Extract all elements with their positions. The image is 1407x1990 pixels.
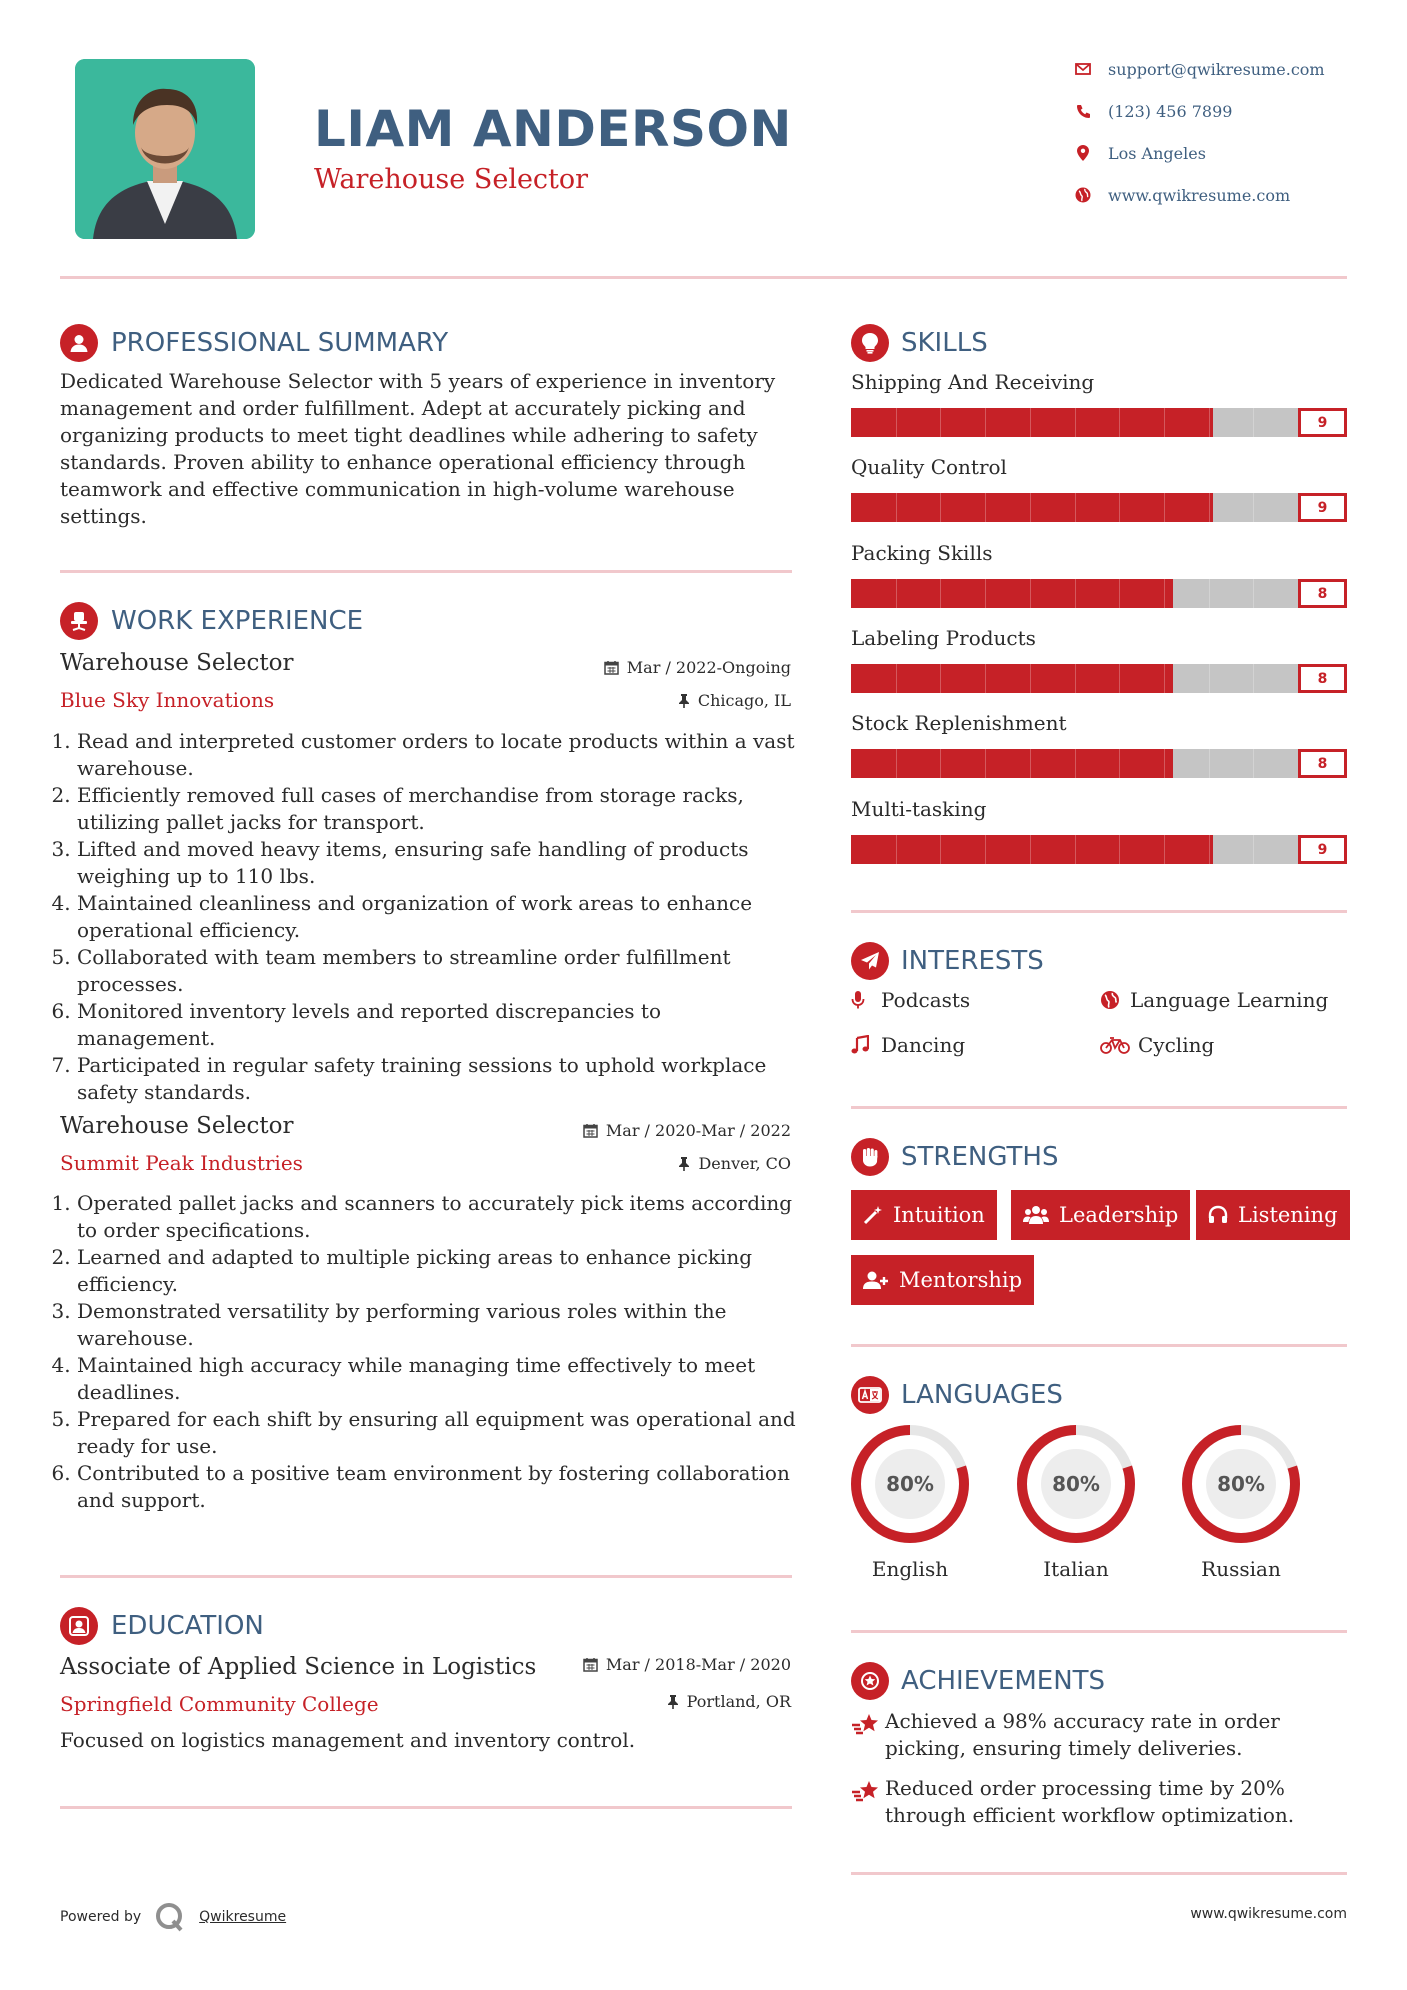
skill-bar-segment xyxy=(1209,664,1210,693)
summary-text: Dedicated Warehouse Selector with 5 years of experience in inventory management and order fulfillment. Adept at accurately picking and organizing products to meet tight deadlines while adhering to safety standards. Proven ability to enhance operational efficiency through teamwork and effective communication in high-volume warehouse settings. xyxy=(60,369,776,528)
contact-phone[interactable] xyxy=(1072,99,1232,123)
skill-bar-fill xyxy=(851,749,1173,778)
skill-bar-segment xyxy=(985,664,986,693)
education-divider xyxy=(60,1806,792,1809)
paper-plane-icon xyxy=(851,942,889,980)
fist-icon xyxy=(851,1138,889,1176)
skill-bar-segment xyxy=(1030,664,1031,693)
interests-divider xyxy=(851,1106,1347,1109)
contact-email[interactable] xyxy=(1072,57,1325,81)
language-percent: 80% xyxy=(1217,1472,1265,1496)
skill-bar-segment xyxy=(1209,493,1210,522)
list-item: 4. Maintained high accuracy while managing time effectively to meet deadlines. xyxy=(77,1352,799,1406)
skill-score: 9 xyxy=(1298,493,1347,522)
skill-bar-segment xyxy=(1030,749,1031,778)
summary-heading: PROFESSIONAL SUMMARY xyxy=(111,328,449,358)
skill-bar-segment xyxy=(1164,493,1165,522)
skill-bar-segment xyxy=(1164,749,1165,778)
strength-tag: Intuition xyxy=(851,1190,997,1240)
strengths-heading: STRENGTHS xyxy=(901,1142,1059,1172)
interest-item: Podcasts xyxy=(851,988,970,1012)
skill-bar-segment xyxy=(1075,408,1076,437)
skill-bar-segment xyxy=(896,493,897,522)
contact-website-text: www.qwikresume.com xyxy=(1108,185,1291,205)
qwikresume-link[interactable]: Qwikresume xyxy=(199,1909,287,1925)
skill-bar-segment xyxy=(1209,408,1210,437)
experience-heading: WORK EXPERIENCE xyxy=(111,606,364,636)
contact-website[interactable] xyxy=(1072,183,1290,207)
strength-tag: Mentorship xyxy=(851,1255,1034,1305)
skill-bar-segment xyxy=(1119,493,1120,522)
interest-item: Language Learning xyxy=(1100,988,1328,1012)
list-item: 5. Collaborated with team members to streamline order fulfillment processes. xyxy=(77,944,799,998)
skill-bar-segment xyxy=(1075,579,1076,608)
skill-bar-segment xyxy=(1164,579,1165,608)
list-item: 6. Monitored inventory levels and reported discrepancies to management. xyxy=(77,998,799,1052)
list-item: 3. Demonstrated versatility by performing various roles within the warehouse. xyxy=(77,1298,799,1352)
phone-icon xyxy=(1072,100,1094,122)
skill-bar-fill xyxy=(851,664,1173,693)
skill-label: Stock Replenishment xyxy=(851,711,1067,735)
list-item: 2. Efficiently removed full cases of merchandise from storage racks, utilizing pallet jacks for transport. xyxy=(77,782,799,836)
shooting-star-icon xyxy=(851,1779,885,1810)
strengths-divider xyxy=(851,1344,1347,1347)
calendar-icon xyxy=(604,660,619,675)
skill-bar-fill xyxy=(851,408,1213,437)
contact-email-text: support@qwikresume.com xyxy=(1108,59,1325,79)
skill-bar-segment xyxy=(1030,493,1031,522)
list-item: 5. Prepared for each shift by ensuring all equipment was operational and ready for use. xyxy=(77,1406,799,1460)
language-percent: 80% xyxy=(1052,1472,1100,1496)
strength-tag: Leadership xyxy=(1011,1190,1190,1240)
skills-divider xyxy=(851,910,1347,913)
pushpin-icon xyxy=(678,694,690,708)
skill-bar-segment xyxy=(1119,408,1120,437)
skills-heading: SKILLS xyxy=(901,328,988,358)
skill-bar-segment xyxy=(1253,493,1254,522)
skill-bar-segment xyxy=(896,664,897,693)
skill-score: 9 xyxy=(1298,408,1347,437)
contact-location-text: Los Angeles xyxy=(1108,143,1206,163)
skill-bar xyxy=(851,835,1298,864)
strength-tag: Listening xyxy=(1196,1190,1350,1240)
header-divider xyxy=(60,276,1347,279)
skill-bar-segment xyxy=(940,664,941,693)
envelope-icon xyxy=(1072,58,1094,80)
music-note-icon xyxy=(851,1035,877,1055)
language-name: English xyxy=(871,1557,949,1581)
skill-bar-segment xyxy=(940,749,941,778)
skill-bar-segment xyxy=(985,408,986,437)
skill-bar-fill xyxy=(851,579,1173,608)
education-dates: Mar / 2018-Mar / 2020 xyxy=(583,1655,791,1674)
skill-bar-segment xyxy=(985,749,986,778)
translate-icon xyxy=(851,1376,889,1414)
languages-heading: LANGUAGES xyxy=(901,1380,1063,1410)
interests-heading: INTERESTS xyxy=(901,946,1044,976)
skill-score: 9 xyxy=(1298,835,1347,864)
skill-bar-fill xyxy=(851,493,1213,522)
job-bullets xyxy=(59,1190,799,1514)
skill-bar-segment xyxy=(1164,664,1165,693)
skill-bar xyxy=(851,493,1298,522)
skill-score: 8 xyxy=(1298,749,1347,778)
qwikresume-logo-icon xyxy=(155,1902,185,1932)
user-plus-icon xyxy=(863,1270,889,1290)
job-location: Denver, CO xyxy=(678,1154,791,1173)
skill-bar-segment xyxy=(1119,664,1120,693)
user-circle-icon xyxy=(60,324,98,362)
language-ring xyxy=(1181,1424,1301,1544)
magic-wand-icon xyxy=(863,1205,883,1225)
skill-bar xyxy=(851,579,1298,608)
skill-bar-segment xyxy=(1253,579,1254,608)
globe-icon xyxy=(1100,990,1126,1010)
skill-bar-segment xyxy=(940,408,941,437)
education-heading: EDUCATION xyxy=(111,1611,264,1641)
powered-by-text: Powered by xyxy=(60,1909,142,1925)
footer-branding xyxy=(60,1902,286,1932)
skill-bar-segment xyxy=(896,579,897,608)
skill-bar-segment xyxy=(1119,749,1120,778)
list-item: 1. Operated pallet jacks and scanners to accurately pick items according to order specifications. xyxy=(77,1190,799,1244)
skill-bar-segment xyxy=(940,493,941,522)
skill-bar-segment xyxy=(1030,579,1031,608)
skill-bar-segment xyxy=(1209,835,1210,864)
candidate-role: Warehouse Selector xyxy=(314,164,589,195)
skill-bar xyxy=(851,408,1298,437)
skill-score: 8 xyxy=(1298,664,1347,693)
skill-bar-segment xyxy=(1209,749,1210,778)
education-degree: Associate of Applied Science in Logistics xyxy=(60,1654,537,1680)
skill-bar-segment xyxy=(1119,835,1120,864)
list-item: 3. Lifted and moved heavy items, ensuring safe handling of products weighing up to 110 lbs. xyxy=(77,836,799,890)
office-chair-icon xyxy=(60,602,98,640)
graduate-icon xyxy=(60,1607,98,1645)
headphones-icon xyxy=(1208,1205,1228,1225)
experience-divider xyxy=(60,1575,792,1578)
language-name: Russian xyxy=(1201,1557,1281,1581)
skill-label: Shipping And Receiving xyxy=(851,370,1095,394)
lightbulb-icon xyxy=(851,324,889,362)
list-item: 4. Maintained cleanliness and organization of work areas to enhance operational efficiency. xyxy=(77,890,799,944)
skill-bar-segment xyxy=(1030,408,1031,437)
summary-divider xyxy=(60,570,792,573)
list-item: 6. Contributed to a positive team environment by fostering collaboration and support. xyxy=(77,1460,799,1514)
shooting-star-icon xyxy=(851,1712,885,1743)
pushpin-icon xyxy=(667,1695,679,1709)
achievements-divider xyxy=(851,1872,1347,1875)
job-title: Warehouse Selector xyxy=(60,650,294,676)
skill-bar xyxy=(851,749,1298,778)
skill-bar-segment xyxy=(1253,749,1254,778)
skill-score: 8 xyxy=(1298,579,1347,608)
skill-label: Packing Skills xyxy=(851,541,993,565)
skill-bar-segment xyxy=(896,749,897,778)
job-title: Warehouse Selector xyxy=(60,1113,294,1139)
skill-bar-segment xyxy=(1119,579,1120,608)
skill-bar-fill xyxy=(851,835,1213,864)
education-description: Focused on logistics management and inventory control. xyxy=(60,1728,636,1752)
achievement-item: Achieved a 98% accuracy rate in order picking, ensuring timely deliveries. xyxy=(851,1708,1361,1762)
pushpin-icon xyxy=(678,1157,690,1171)
skill-bar-segment xyxy=(1164,408,1165,437)
profile-photo xyxy=(75,59,255,239)
skill-bar-segment xyxy=(940,835,941,864)
calendar-icon xyxy=(583,1123,598,1138)
bicycle-icon xyxy=(1100,1036,1134,1054)
skill-bar xyxy=(851,664,1298,693)
education-location: Portland, OR xyxy=(667,1692,791,1711)
skill-bar-segment xyxy=(985,493,986,522)
skill-label: Labeling Products xyxy=(851,626,1036,650)
education-school: Springfield Community College xyxy=(60,1692,379,1716)
job-company: Blue Sky Innovations xyxy=(60,688,275,712)
skill-bar-segment xyxy=(896,835,897,864)
job-bullets xyxy=(59,728,799,1106)
skill-bar-segment xyxy=(985,579,986,608)
job-company: Summit Peak Industries xyxy=(60,1151,303,1175)
footer-website[interactable]: www.qwikresume.com xyxy=(1190,1906,1347,1922)
language-percent: 80% xyxy=(886,1472,934,1496)
achievements-heading: ACHIEVEMENTS xyxy=(901,1666,1106,1696)
language-ring xyxy=(1016,1424,1136,1544)
skill-bar-segment xyxy=(1075,664,1076,693)
list-item: 2. Learned and adapted to multiple picking areas to enhance picking efficiency. xyxy=(77,1244,799,1298)
job-location: Chicago, IL xyxy=(678,691,791,710)
skill-bar-segment xyxy=(1253,835,1254,864)
calendar-icon xyxy=(583,1657,598,1672)
skill-label: Quality Control xyxy=(851,455,1007,479)
language-ring xyxy=(850,1424,970,1544)
map-pin-icon xyxy=(1072,142,1094,164)
job-dates: Mar / 2020-Mar / 2022 xyxy=(583,1121,791,1140)
microphone-icon xyxy=(851,990,877,1010)
contact-location xyxy=(1072,141,1206,165)
skill-bar-segment xyxy=(896,408,897,437)
language-name: Italian xyxy=(1043,1557,1109,1581)
skill-label: Multi-tasking xyxy=(851,797,987,821)
skill-bar-segment xyxy=(1075,493,1076,522)
contact-phone-text: (123) 456 7899 xyxy=(1108,101,1233,121)
languages-divider xyxy=(851,1630,1347,1633)
achievement-item: Reduced order processing time by 20% through efficient workflow optimization. xyxy=(851,1775,1361,1829)
skill-bar-segment xyxy=(1209,579,1210,608)
interest-item: Dancing xyxy=(851,1033,965,1057)
interest-item: Cycling xyxy=(1100,1033,1214,1057)
skill-bar-segment xyxy=(1164,835,1165,864)
job-dates: Mar / 2022-Ongoing xyxy=(604,658,791,677)
candidate-name: LIAM ANDERSON xyxy=(314,100,792,158)
skill-bar-segment xyxy=(1075,835,1076,864)
users-icon xyxy=(1023,1205,1049,1225)
skill-bar-segment xyxy=(1253,664,1254,693)
skill-bar-segment xyxy=(985,835,986,864)
skill-bar-segment xyxy=(1253,408,1254,437)
skill-bar-segment xyxy=(940,579,941,608)
star-badge-icon xyxy=(851,1662,889,1700)
skill-bar-segment xyxy=(1030,835,1031,864)
skill-bar-segment xyxy=(1075,749,1076,778)
list-item: 1. Read and interpreted customer orders to locate products within a vast warehouse. xyxy=(77,728,799,782)
globe-icon xyxy=(1072,184,1094,206)
list-item: 7. Participated in regular safety training sessions to uphold workplace safety standards. xyxy=(77,1052,799,1106)
